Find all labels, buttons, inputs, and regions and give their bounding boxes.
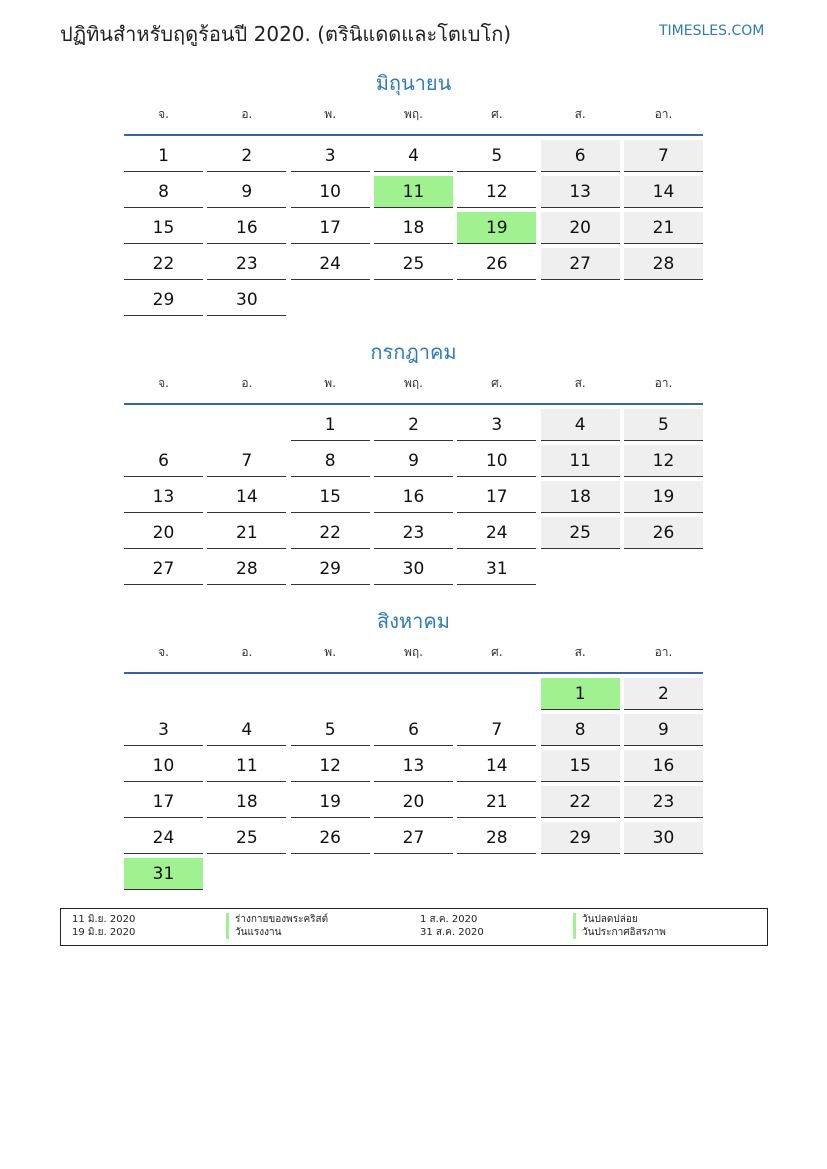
day-cell: 29	[541, 822, 620, 854]
day-cell: 24	[457, 517, 536, 549]
empty-cell	[374, 678, 453, 710]
empty-cell	[124, 678, 203, 710]
weekday-label: อ.	[241, 107, 253, 121]
day-cell: 13	[124, 481, 203, 513]
weekday-label: พฤ.	[403, 376, 423, 390]
legend-holiday-name: ร่างกายของพระคริสต์	[226, 913, 328, 926]
day-cell: 31	[457, 553, 536, 585]
day-cell: 16	[374, 481, 453, 513]
weekday-label: ศ.	[491, 107, 503, 121]
holiday-day-cell: 1	[541, 678, 620, 710]
weekday-label: พ.	[324, 645, 337, 659]
month-july	[124, 337, 703, 585]
day-cell: 18	[207, 786, 286, 818]
month-august	[124, 606, 703, 890]
day-cell: 4	[374, 140, 453, 172]
day-cell: 15	[291, 481, 370, 513]
empty-cell	[291, 678, 370, 710]
day-cell: 3	[124, 714, 203, 746]
day-cell: 14	[207, 481, 286, 513]
day-cell: 27	[374, 822, 453, 854]
day-cell: 20	[374, 786, 453, 818]
legend-holiday-name: วันแรงงาน	[226, 926, 281, 939]
day-cell: 14	[457, 750, 536, 782]
holiday-day-cell: 31	[124, 858, 203, 890]
day-cell: 3	[457, 409, 536, 441]
day-cell: 16	[207, 212, 286, 244]
day-cell: 9	[374, 445, 453, 477]
day-cell: 2	[624, 678, 703, 710]
day-grid	[124, 678, 703, 890]
day-cell: 23	[624, 786, 703, 818]
month-name: กรกฎาคม	[370, 340, 457, 364]
legend-holiday-name: วันปลดปล่อย	[573, 913, 638, 926]
weekday-label: ส.	[574, 376, 586, 390]
day-cell: 17	[291, 212, 370, 244]
day-cell: 7	[457, 714, 536, 746]
day-cell: 26	[457, 248, 536, 280]
weekday-label: ส.	[574, 107, 586, 121]
day-cell: 25	[541, 517, 620, 549]
empty-cell	[124, 409, 203, 441]
weekday-label: อา.	[654, 645, 673, 659]
legend-date: 31 ส.ค. 2020	[420, 927, 484, 938]
day-cell: 22	[124, 248, 203, 280]
weekday-label: ส.	[574, 645, 586, 659]
month-name: สิงหาคม	[377, 609, 450, 633]
day-cell: 21	[624, 212, 703, 244]
weekday-header	[124, 106, 703, 136]
day-cell: 21	[457, 786, 536, 818]
day-cell: 5	[624, 409, 703, 441]
day-cell: 28	[207, 553, 286, 585]
day-cell: 26	[291, 822, 370, 854]
day-cell: 30	[624, 822, 703, 854]
holiday-legend	[60, 908, 768, 946]
day-cell: 30	[207, 284, 286, 316]
day-cell: 9	[207, 176, 286, 208]
weekday-label: จ.	[158, 107, 169, 121]
day-cell: 1	[124, 140, 203, 172]
day-cell: 4	[207, 714, 286, 746]
day-cell: 20	[541, 212, 620, 244]
day-cell: 16	[624, 750, 703, 782]
day-cell: 25	[374, 248, 453, 280]
day-cell: 15	[124, 212, 203, 244]
day-cell: 28	[624, 248, 703, 280]
day-cell: 13	[541, 176, 620, 208]
day-cell: 11	[207, 750, 286, 782]
holiday-day-cell: 11	[374, 176, 453, 208]
day-cell: 2	[374, 409, 453, 441]
day-cell: 6	[124, 445, 203, 477]
day-cell: 12	[624, 445, 703, 477]
day-cell: 25	[207, 822, 286, 854]
day-cell: 27	[124, 553, 203, 585]
day-cell: 21	[207, 517, 286, 549]
day-cell: 23	[207, 248, 286, 280]
day-cell: 13	[374, 750, 453, 782]
day-cell: 12	[291, 750, 370, 782]
weekday-label: พฤ.	[403, 645, 423, 659]
legend-date: 11 มิ.ย. 2020	[72, 914, 136, 925]
day-cell: 5	[457, 140, 536, 172]
site-link[interactable]: TIMESLES.COM	[659, 23, 765, 39]
day-cell: 15	[541, 750, 620, 782]
day-cell: 10	[124, 750, 203, 782]
day-cell: 22	[541, 786, 620, 818]
day-cell: 24	[291, 248, 370, 280]
weekday-label: อ.	[241, 376, 253, 390]
page-title: ปฏิทินสำหรับฤดูร้อนปี 2020. (ตรินิแดดและโตเบโก)	[60, 22, 512, 46]
weekday-header	[124, 644, 703, 674]
day-cell: 23	[374, 517, 453, 549]
day-cell: 8	[541, 714, 620, 746]
weekday-label: พฤ.	[403, 107, 423, 121]
day-cell: 10	[457, 445, 536, 477]
day-cell: 10	[291, 176, 370, 208]
day-cell: 17	[457, 481, 536, 513]
day-cell: 6	[374, 714, 453, 746]
day-cell: 9	[624, 714, 703, 746]
day-cell: 18	[541, 481, 620, 513]
day-cell: 1	[291, 409, 370, 441]
day-cell: 28	[457, 822, 536, 854]
day-cell: 5	[291, 714, 370, 746]
weekday-label: อา.	[654, 107, 673, 121]
weekday-label: พ.	[324, 376, 337, 390]
day-cell: 29	[291, 553, 370, 585]
weekday-label: ศ.	[491, 376, 503, 390]
weekday-label: ศ.	[491, 645, 503, 659]
weekday-label: อา.	[654, 376, 673, 390]
empty-cell	[207, 409, 286, 441]
day-cell: 4	[541, 409, 620, 441]
month-name: มิถุนายน	[375, 71, 452, 95]
weekday-label: อ.	[241, 645, 253, 659]
weekday-header	[124, 375, 703, 405]
weekday-label: จ.	[158, 376, 169, 390]
day-grid	[124, 140, 703, 316]
day-cell: 17	[124, 786, 203, 818]
empty-cell	[457, 678, 536, 710]
day-cell: 20	[124, 517, 203, 549]
day-cell: 8	[291, 445, 370, 477]
empty-cell	[207, 678, 286, 710]
day-cell: 19	[624, 481, 703, 513]
day-cell: 6	[541, 140, 620, 172]
day-cell: 7	[207, 445, 286, 477]
day-cell: 14	[624, 176, 703, 208]
day-cell: 30	[374, 553, 453, 585]
day-cell: 26	[624, 517, 703, 549]
weekday-label: พ.	[324, 107, 337, 121]
day-cell: 12	[457, 176, 536, 208]
day-cell: 29	[124, 284, 203, 316]
weekday-label: จ.	[158, 645, 169, 659]
day-cell: 11	[541, 445, 620, 477]
day-cell: 3	[291, 140, 370, 172]
day-cell: 2	[207, 140, 286, 172]
day-cell: 24	[124, 822, 203, 854]
day-cell: 27	[541, 248, 620, 280]
legend-date: 1 ส.ค. 2020	[420, 914, 478, 925]
day-cell: 8	[124, 176, 203, 208]
holiday-day-cell: 19	[457, 212, 536, 244]
day-grid	[124, 409, 703, 585]
day-cell: 18	[374, 212, 453, 244]
day-cell: 7	[624, 140, 703, 172]
legend-holiday-name: วันประกาศอิสรภาพ	[573, 926, 666, 939]
legend-date: 19 มิ.ย. 2020	[72, 927, 136, 938]
day-cell: 19	[291, 786, 370, 818]
day-cell: 22	[291, 517, 370, 549]
month-june	[124, 68, 703, 316]
